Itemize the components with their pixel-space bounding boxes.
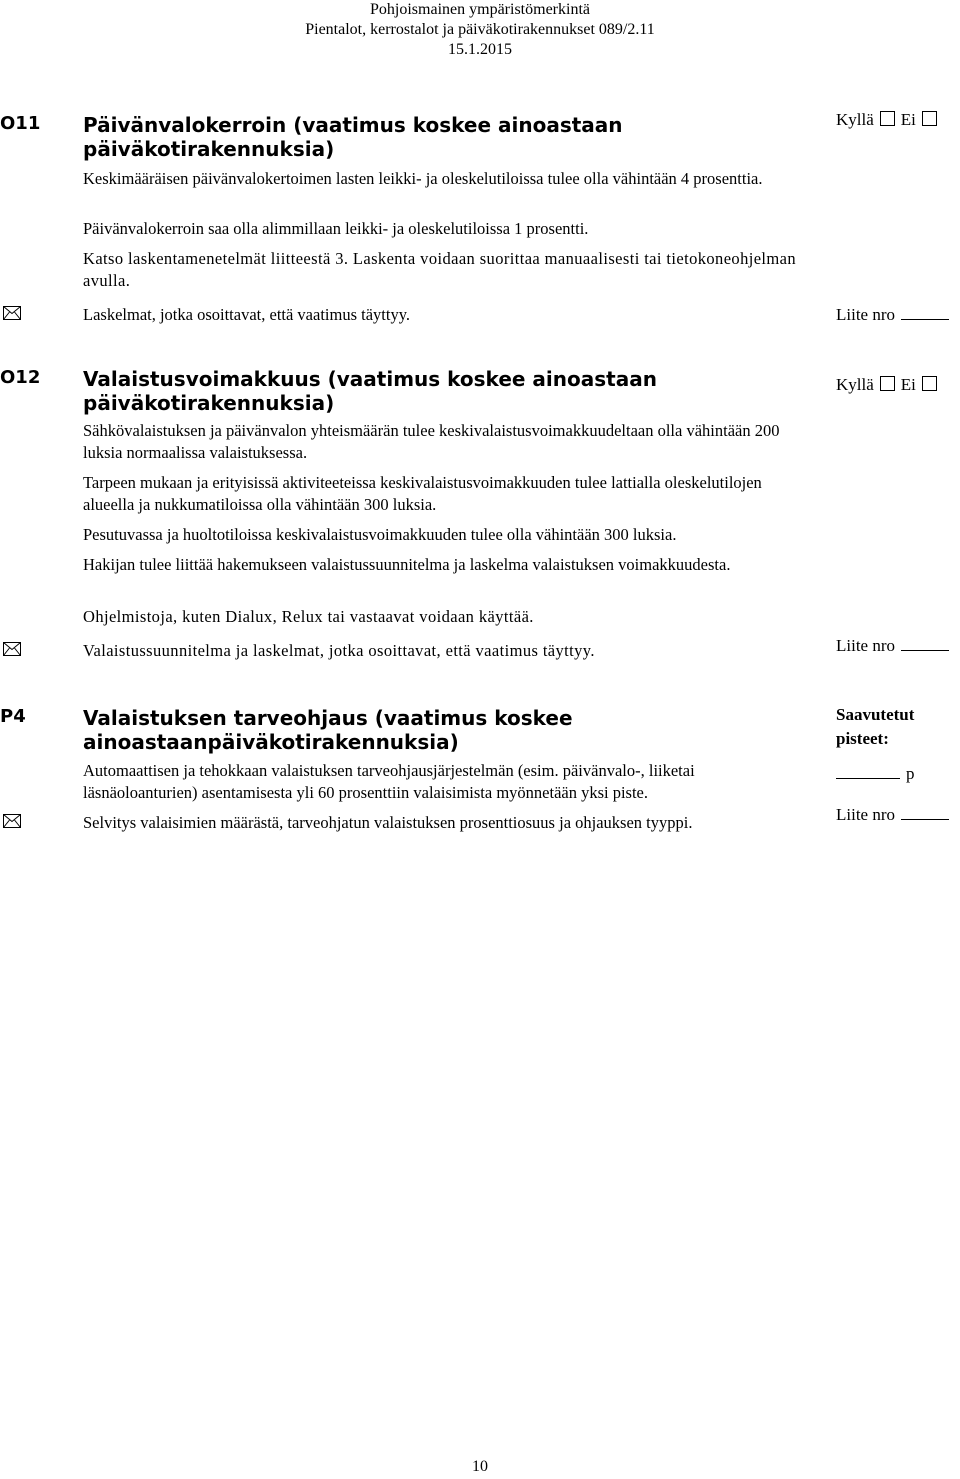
o12-code: O12 [0,367,41,388]
o12-yes-no [836,374,943,396]
p4-points-field[interactable] [836,764,900,779]
page-number: 10 [472,1458,488,1475]
p4-points-unit: p [906,764,915,783]
o11-paragraph-2: Päivänvalokerroin saa olla alimmillaan leikki- ja oleskelutiloissa 1 prosentti. [83,219,589,238]
envelope-icon [3,642,21,656]
o11-liite-label: Liite nro [836,305,896,324]
o11-paragraph-3: Katso laskentamenetelmät liitteestä 3. Laskenta voidaan suorittaa manuaalisesti tai tietokoneohjelman avulla. [83,249,797,290]
p4-liite [836,804,949,826]
header-line-2: Pientalot, kerrostalot ja päiväkotirakennukset 089/2.11 [305,21,655,38]
o12-liite [836,635,949,657]
o11-code: O11 [0,113,41,134]
p4-points [836,763,915,785]
o11-no-checkbox[interactable] [922,111,937,126]
o12-liite-field[interactable] [901,636,949,651]
envelope-icon [3,814,21,828]
o11-no-label: Ei [900,110,916,129]
o11-yes-checkbox[interactable] [880,111,895,126]
document-header [0,0,960,60]
o11-paragraph-1: Keskimääräisen päivänvalokertoimen lasten leikki- ja oleskelutiloissa tulee olla vähintään 4 prosenttia. [83,169,763,188]
o12-paragraph-5: Ohjelmistoja, kuten Dialux, Relux tai vastaavat voidaan käyttää. [83,607,534,626]
o11-title: Päivänvalokerroin (vaatimus koskee ainoastaan päiväkotirakennuksia) [83,113,623,161]
p4-points-label: Saavutetut pisteet: [836,705,915,748]
o12-title: Valaistusvoimakkuus (vaatimus koskee ainoastaan päiväkotirakennuksia) [83,367,657,415]
o12-paragraph-4: Hakijan tulee liittää hakemukseen valaistussuunnitelma ja laskelma valaistuksen voimakkuudesta. [83,555,731,574]
o11-yes-no [836,109,943,131]
header-line-1: Pohjoismainen ympäristömerkintä [370,1,590,18]
o12-paragraph-1: Sähkövalaistuksen ja päivänvalon yhteismäärän tulee keskivalaistusvoimakkuudeltaan olla vähintään 200 luksia normaalissa valaistuksessa. [83,421,780,462]
p4-paragraph-1: Automaattisen ja tehokkaan valaistuksen tarveohjausjärjestelmän (esim. päivänvalo-, liiketai läsnäoloanturien) asentamisesta yli 60 prosenttiin valaisimista myönnetään yksi piste. [83,761,695,802]
o12-no-checkbox[interactable] [922,376,937,391]
p4-liite-label: Liite nro [836,805,896,824]
p4-liite-field[interactable] [901,805,949,820]
o12-paragraph-3: Pesutuvassa ja huoltotiloissa keskivalaistusvoimakkuuden tulee olla vähintään 300 luksia. [83,525,677,544]
p4-code: P4 [0,706,26,727]
p4-attachment-text: Selvitys valaisimien määrästä, tarveohjatun valaistuksen prosenttiosuus ja ohjauksen tyyppi. [83,813,693,832]
o12-yes-label: Kyllä [836,375,874,394]
envelope-icon [3,306,21,320]
o11-liite [836,304,949,326]
o12-attachment-text: Valaistussuunnitelma ja laskelmat, jotka osoittavat, että vaatimus täyttyy. [83,641,595,660]
o12-yes-checkbox[interactable] [880,376,895,391]
p4-title: Valaistuksen tarveohjaus (vaatimus koskee ainoastaanpäiväkotirakennuksia) [83,706,573,754]
o12-paragraph-2: Tarpeen mukaan ja erityisissä aktiviteeteissa keskivalaistusvoimakkuuden tulee lattialla oleskelutilojen alueella ja nukkumatiloissa olla vähintään 300 luksia. [83,473,762,514]
header-line-3: 15.1.2015 [448,41,512,58]
o12-liite-label: Liite nro [836,636,896,655]
o11-attachment-text: Laskelmat, jotka osoittavat, että vaatimus täyttyy. [83,305,411,324]
o12-no-label: Ei [900,375,916,394]
o11-yes-label: Kyllä [836,110,874,129]
o11-liite-field[interactable] [901,305,949,320]
